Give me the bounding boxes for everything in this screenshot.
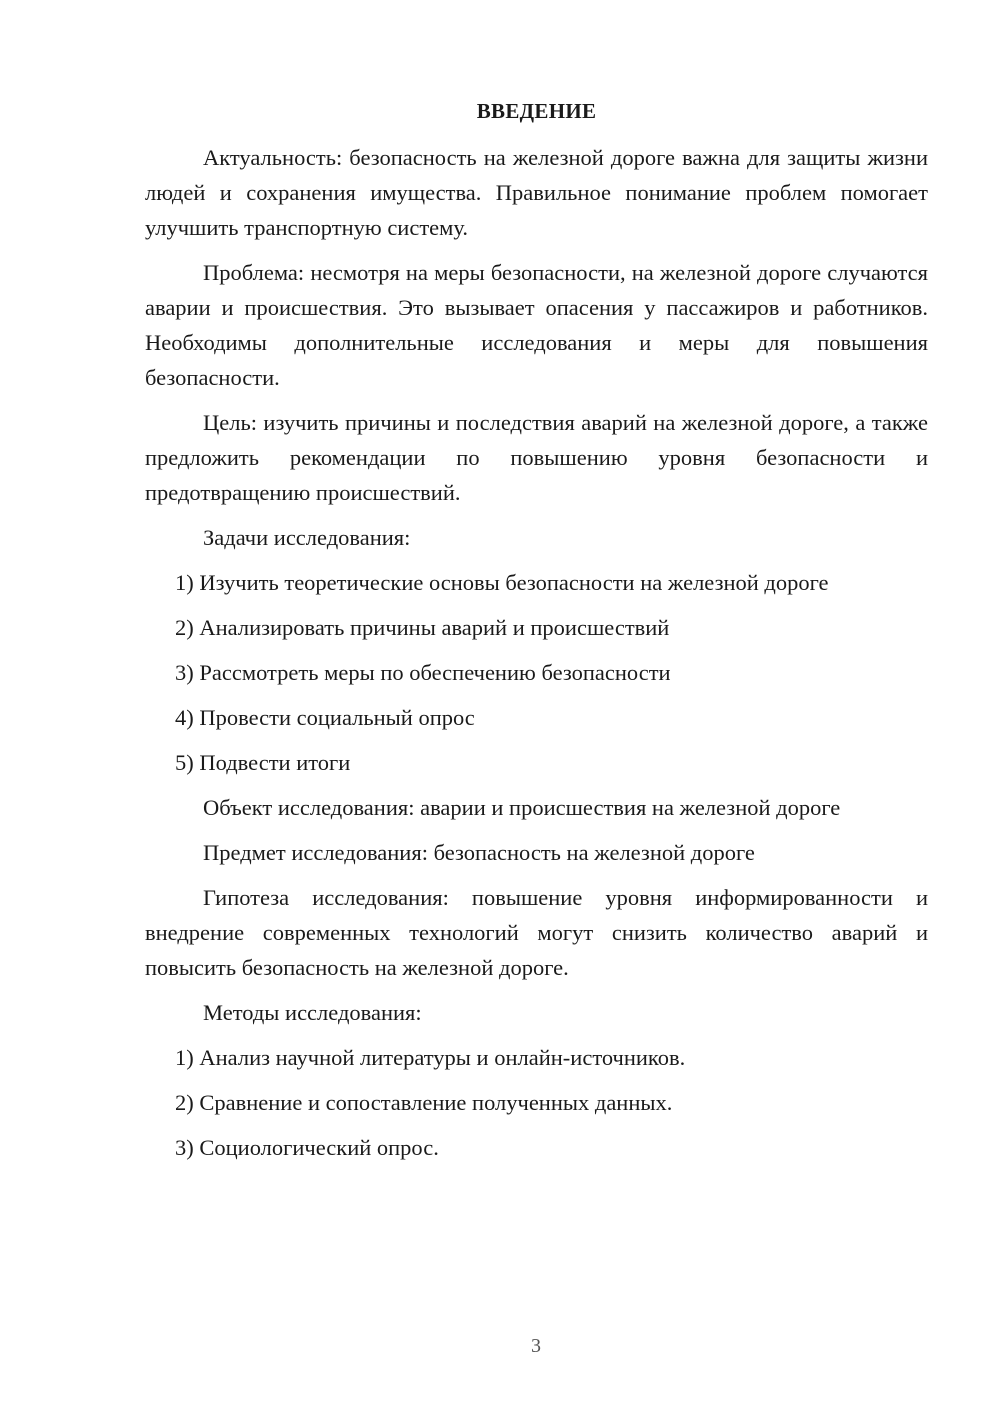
page-content [145,96,928,1175]
methods-heading: Методы исследования: [203,1000,422,1025]
goal-paragraph: Цель: изучить причины и последствия аварий на железной дороге, а также предложить рекомендации по повышению уровня безопасности и предотвращению происшествий. [145,410,928,505]
object-paragraph: Объект исследования: аварии и происшествия на железной дороге [203,795,841,820]
list-item: 5) Подвести итоги [175,750,351,775]
relevance-paragraph: Актуальность: безопасность на железной дороге важна для защиты жизни людей и сохранения имущества. Правильное понимание проблем помогает улучшить транспортную систему. [145,145,928,240]
list-item: 3) Социологический опрос. [175,1135,439,1160]
list-item: 4) Провести социальный опрос [175,705,475,730]
list-item: 3) Рассмотреть меры по обеспечению безопасности [175,660,671,685]
tasks-list [145,565,928,780]
page-number: 3 [531,1335,541,1357]
section-title: ВВЕДЕНИЕ [476,99,597,123]
problem-paragraph: Проблема: несмотря на меры безопасности, на железной дороге случаются аварии и происшествия. Это вызывает опасения у пассажиров и работников. Необходимы дополнительные исследования и меры для повышения безопасности. [145,260,928,390]
tasks-heading: Задачи исследования: [203,525,411,550]
list-item: 2) Анализировать причины аварий и происшествий [175,615,670,640]
methods-list [145,1040,928,1165]
hypothesis-paragraph: Гипотеза исследования: повышение уровня информированности и внедрение современных технологий могут снизить количество аварий и повысить безопасность на железной дороге. [145,885,928,980]
list-item: 1) Изучить теоретические основы безопасности на железной дороге [175,570,829,595]
list-item: 2) Сравнение и сопоставление полученных данных. [175,1090,673,1115]
list-item: 1) Анализ научной литературы и онлайн-источников. [175,1045,686,1070]
subject-paragraph: Предмет исследования: безопасность на железной дороге [203,840,755,865]
